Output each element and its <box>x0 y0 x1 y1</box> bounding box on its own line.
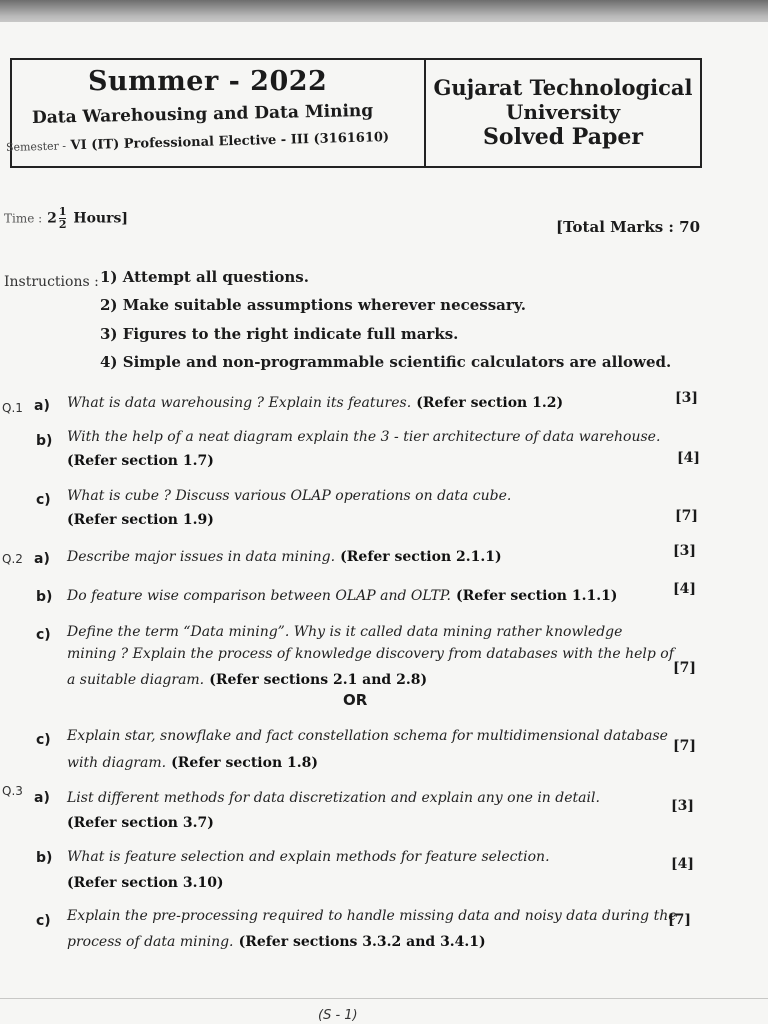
question-text: What is cube ? Discuss various OLAP operations on data cube. <box>67 488 512 504</box>
instruction-item: 1) Attempt all questions. <box>100 268 309 286</box>
question-letter: b) <box>36 589 53 605</box>
time-label: Time : <box>4 211 43 226</box>
university-name-line2: University <box>505 100 621 125</box>
marks: [4] <box>671 856 694 872</box>
question-letter: a) <box>34 551 50 567</box>
question-text: With the help of a neat diagram explain the 3 - tier architecture of data warehouse. <box>67 429 661 445</box>
semester-prefix: Semester - <box>5 139 67 154</box>
section-reference: (Refer section 1.2) <box>416 395 564 411</box>
total-marks: [Total Marks : 70 <box>556 218 701 236</box>
question-text: with diagram. <box>67 755 167 771</box>
question-text: List different methods for data discretization and explain any one in detail. <box>67 790 600 806</box>
question-q2c-alt-end <box>67 752 318 771</box>
marks: [7] <box>675 508 698 524</box>
question-q2a <box>67 546 502 565</box>
or-divider: OR <box>343 691 368 709</box>
question-letter: c) <box>36 913 51 929</box>
question-letter: c) <box>36 732 51 748</box>
question-text: What is feature selection and explain methods for feature selection. <box>67 849 550 865</box>
time-whole: 2 <box>47 210 57 227</box>
question-number: Q.1 <box>2 401 23 415</box>
exam-info-block <box>5 60 426 166</box>
section-reference: (Refer sections 3.3.2 and 3.4.1) <box>238 934 486 950</box>
question-text: Define the term “Data mining”. Why is it called data mining rather knowledge <box>67 624 623 640</box>
marks: [3] <box>673 543 696 559</box>
question-text: mining ? Explain the process of knowledge discovery from databases with the help of <box>67 646 674 662</box>
instructions-label: Instructions : <box>4 274 99 290</box>
question-number: Q.3 <box>2 784 23 798</box>
exam-duration <box>4 206 128 231</box>
question-q1a <box>67 392 563 411</box>
section-reference: (Refer section 1.9) <box>67 512 214 528</box>
page-fold-line <box>0 998 768 999</box>
question-text: a suitable diagram. <box>67 672 205 688</box>
section-reference: (Refer sections 2.1 and 2.8) <box>209 672 428 688</box>
instruction-item: 4) Simple and non-programmable scientific calculators are allowed. <box>100 353 672 371</box>
section-reference: (Refer section 2.1.1) <box>340 549 502 565</box>
section-reference: (Refer section 1.7) <box>67 453 214 469</box>
publisher-block <box>426 60 700 166</box>
question-number: Q.2 <box>2 552 23 566</box>
question-text: Explain the pre-processing required to handle missing data and noisy data during the <box>67 908 677 924</box>
question-letter: b) <box>36 433 53 449</box>
section-reference: (Refer section 1.1.1) <box>456 588 618 604</box>
question-text: Explain star, snowflake and fact constellation schema for multidimensional database <box>67 728 668 744</box>
question-text: Do feature wise comparison between OLAP and OLTP. <box>67 588 451 604</box>
semester-line <box>6 130 390 155</box>
paper-header <box>5 58 702 168</box>
subject-title: Data Warehousing and Data Mining <box>31 100 374 128</box>
question-letter: c) <box>36 627 51 643</box>
question-letter: c) <box>36 492 51 508</box>
question-letter: a) <box>34 398 50 414</box>
instruction-item: 3) Figures to the right indicate full marks. <box>100 325 459 343</box>
marks: [7] <box>673 660 696 676</box>
question-text: Describe major issues in data mining. <box>67 549 336 565</box>
marks: [4] <box>677 450 700 466</box>
question-text: process of data mining. <box>67 934 234 950</box>
marks: [7] <box>673 738 696 754</box>
time-unit: Hours] <box>73 210 128 227</box>
section-reference: (Refer section 3.7) <box>67 815 214 831</box>
marks: [3] <box>671 798 694 814</box>
question-q2b <box>67 585 617 604</box>
instruction-item: 2) Make suitable assumptions wherever necessary. <box>100 296 527 314</box>
semester-details: VI (IT) Professional Elective - III (3161610) <box>70 129 390 154</box>
marks: [4] <box>673 581 696 597</box>
page-code: (S - 1) <box>318 1008 358 1023</box>
question-q2c-end <box>67 669 427 688</box>
section-reference: (Refer section 3.10) <box>67 875 224 891</box>
marks: [3] <box>675 390 698 406</box>
time-denominator: 2 <box>58 218 67 231</box>
section-reference: (Refer section 1.8) <box>171 755 318 771</box>
marks: [7] <box>668 912 691 928</box>
exam-session: Summer - 2022 <box>88 66 328 97</box>
time-numerator: 1 <box>58 205 67 218</box>
university-name-line1: Gujarat Technological <box>433 75 693 101</box>
question-letter: b) <box>36 850 53 866</box>
question-letter: a) <box>34 790 50 806</box>
question-text: What is data warehousing ? Explain its features. <box>67 395 412 411</box>
time-fraction <box>59 206 67 231</box>
question-q3c-end <box>67 931 486 950</box>
solved-paper-label: Solved Paper <box>483 124 643 151</box>
